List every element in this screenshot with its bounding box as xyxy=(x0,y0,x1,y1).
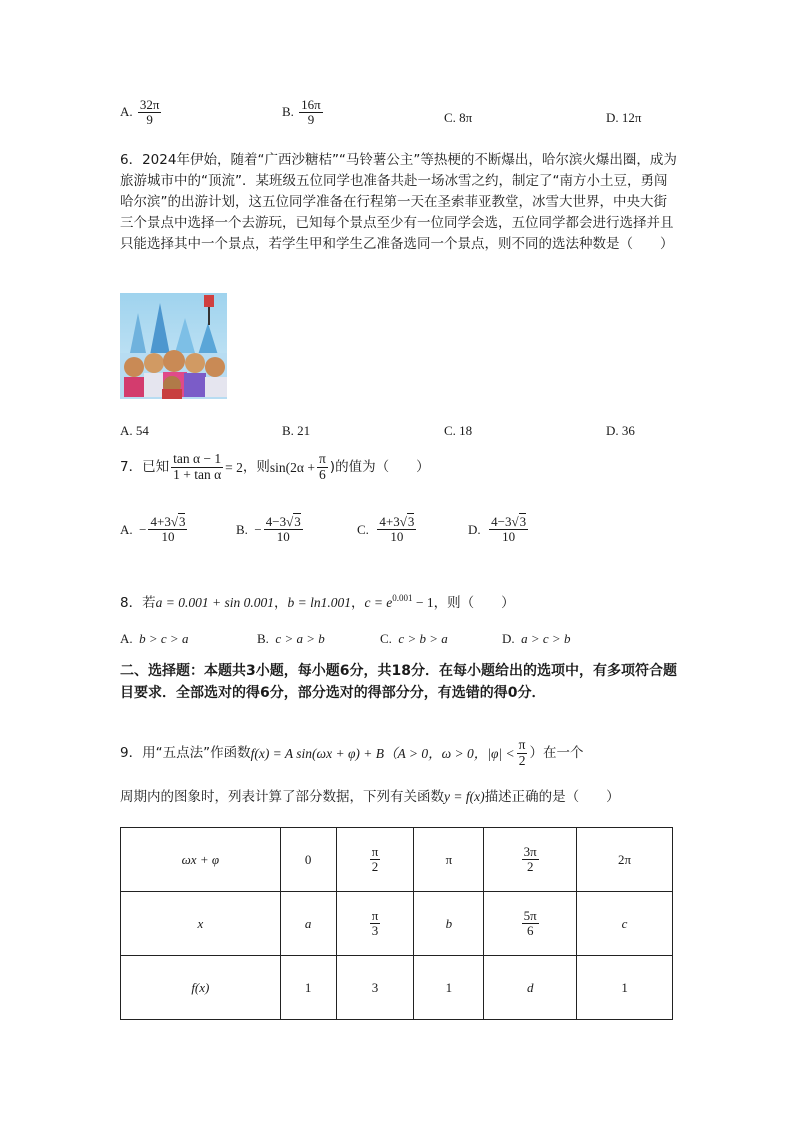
option-value: 8π xyxy=(459,110,473,125)
numerator: 3π xyxy=(523,843,537,859)
option-value: 36 xyxy=(621,423,635,438)
table-row-header: ωx + φ xyxy=(121,828,281,892)
q7-mid: ，则 xyxy=(242,458,270,475)
option-value: 12π xyxy=(621,110,642,125)
q9-prefix: 9．用“五点法”作函数 xyxy=(120,744,251,761)
table-cell: d xyxy=(484,956,577,1020)
q7-option-a xyxy=(120,515,189,545)
denominator: 6 xyxy=(319,466,326,482)
option-value: 54 xyxy=(135,423,149,438)
option-label: D. xyxy=(468,521,481,537)
table-row xyxy=(121,828,673,892)
option-value: b > c > a xyxy=(139,631,189,646)
denominator: 9 xyxy=(146,112,153,128)
table-cell: 1 xyxy=(280,956,336,1020)
question-7-text xyxy=(120,452,430,483)
option-fraction xyxy=(489,515,528,545)
q8-tail: ，则（ ） xyxy=(433,595,515,611)
q7-fraction xyxy=(171,452,223,483)
numerator-part: 4+3 xyxy=(150,514,171,529)
option-label: A. xyxy=(120,631,133,646)
photo-illustration xyxy=(120,293,227,399)
option-label: D. xyxy=(606,423,619,438)
table-cell: 1 xyxy=(414,956,484,1020)
q9-line2-prefix: 周期内的图象时，列表计算了部分数据，下列有关函数 xyxy=(120,789,444,805)
table-row-header: f(x) xyxy=(121,956,281,1020)
option-label: A. xyxy=(120,521,133,537)
numerator: 4+3√3 xyxy=(150,514,186,529)
numerator: π xyxy=(371,907,379,923)
table-row-header: x xyxy=(121,892,281,956)
q8-option-c xyxy=(380,631,448,647)
radicand: 3 xyxy=(294,514,301,529)
five-point-table xyxy=(120,827,673,1020)
radicand: 3 xyxy=(519,514,527,529)
cell-fraction xyxy=(522,845,539,875)
numerator: 4−3√3 xyxy=(265,514,301,529)
numerator-part: 4−3 xyxy=(265,514,287,529)
table-cell: c xyxy=(577,892,673,956)
radicand: 3 xyxy=(407,514,415,529)
question-6-text: 6．2024年伊始，随着“广西沙糖桔”“马铃薯公主”等热梗的不断爆出，哈尔滨火爆出圈，成为旅游城市中的“顶流”．某班级五位同学也准备共赴一场冰雪之约，制定了“南方小土豆，勇闯哈尔滨”的出游计划，这五位同学准备在行程第一天在圣索菲亚教堂，冰雪大世界，中央大街三个景点中选择一个去游玩，已知每个景点至少有一位同学会选，五位同学都会进行选择并且只能选择其中一个景点，若学生甲和学生乙准备选同一个景点，则不同的选法种数是（ ） xyxy=(120,152,677,252)
numerator: π xyxy=(318,451,326,466)
option-label: C. xyxy=(444,423,456,438)
q9-condition: （A > 0，ω > 0，|φ| < xyxy=(384,745,515,761)
cell-fraction xyxy=(370,845,381,875)
q6-option-d xyxy=(606,423,635,439)
harbin-snow-photo xyxy=(120,293,227,399)
q8-prefix: 8．若 xyxy=(120,595,156,611)
table-cell xyxy=(484,892,577,956)
option-label: D. xyxy=(606,110,619,125)
table-cell: 3 xyxy=(336,956,414,1020)
q7-option-b xyxy=(236,515,305,545)
table-cell: 2π xyxy=(577,828,673,892)
q8-c-exponent: 0.001 xyxy=(392,593,413,603)
q7-option-d xyxy=(468,515,530,545)
option-fraction xyxy=(148,515,187,545)
question-9-line-1 xyxy=(120,738,583,769)
option-label: B. xyxy=(236,521,248,537)
option-label: D. xyxy=(502,631,515,646)
q9-function: f(x) = A sin(ωx + φ) + B xyxy=(250,745,385,761)
q8-option-b xyxy=(257,631,325,647)
option-label: C. xyxy=(380,631,392,646)
table-cell: a xyxy=(280,892,336,956)
cell-fraction xyxy=(370,909,381,939)
option-label: A. xyxy=(120,103,133,119)
q7-equals: = 2 xyxy=(225,459,243,475)
q8-c-tail: − 1 xyxy=(412,595,434,610)
option-value: c > a > b xyxy=(275,631,325,646)
numerator: 32π xyxy=(139,97,160,112)
q5-option-d xyxy=(606,110,641,126)
q5-option-c xyxy=(444,110,472,126)
option-sign: − xyxy=(254,521,262,537)
q8-option-d xyxy=(502,631,570,647)
q5-option-a xyxy=(120,98,163,128)
q7-prefix: 7．已知 xyxy=(120,458,170,475)
numerator: 4+3√3 xyxy=(379,514,415,529)
q5-b-fraction xyxy=(299,98,323,128)
option-fraction xyxy=(377,515,416,545)
option-label: B. xyxy=(282,423,294,438)
q8-a-expression: a = 0.001 + sin 0.001 xyxy=(155,595,274,610)
numerator: π xyxy=(371,843,379,859)
q8-b-expression: b = ln1.001 xyxy=(287,595,351,610)
q7-pi-fraction xyxy=(317,452,328,483)
table-cell: 0 xyxy=(280,828,336,892)
q9-line1-tail: ）在一个 xyxy=(529,744,584,761)
denominator: 2 xyxy=(371,859,379,874)
numerator: tan α − 1 xyxy=(173,451,222,466)
numerator-part: 4+3 xyxy=(379,514,400,529)
denominator: 1 + tan α xyxy=(173,466,222,482)
table-cell xyxy=(336,828,414,892)
q9-condition-fraction xyxy=(517,738,528,769)
q5-a-fraction xyxy=(138,98,162,128)
numerator: 16π xyxy=(301,97,321,112)
table-cell: π xyxy=(414,828,484,892)
q8-c-base: c = e xyxy=(364,595,393,610)
section-2-heading: 二、选择题：本题共3小题，每小题6分，共18分．在每小题给出的选项中，有多项符合题目要求．全部选对的得6分，部分选对的得部分分，有选错的得0分． xyxy=(120,663,677,701)
numerator-part: 4−3 xyxy=(491,514,512,529)
question-8-text: 8．若a = 0.001 + sin 0.001，b = ln1.001，$c = e^{0.001} - 1$，则（ ） xyxy=(120,593,515,611)
option-value: 21 xyxy=(297,423,311,438)
table-cell xyxy=(484,828,577,892)
q7-option-c xyxy=(357,515,418,545)
radicand: 3 xyxy=(178,514,186,529)
q6-option-a xyxy=(120,423,149,439)
numerator: π xyxy=(518,737,526,752)
q6-option-b xyxy=(282,423,310,439)
denominator: 10 xyxy=(390,529,404,545)
q7-expression: sin(2α + xyxy=(269,459,315,475)
denominator: 6 xyxy=(526,923,534,938)
denominator: 10 xyxy=(276,529,290,545)
option-sign: − xyxy=(139,521,147,537)
denominator: 3 xyxy=(371,923,379,938)
question-9-line-2 xyxy=(120,786,620,808)
q6-option-c xyxy=(444,423,472,439)
q9-line2-function: y = f(x) xyxy=(444,789,485,804)
q8-option-a xyxy=(120,631,188,647)
table-row xyxy=(121,956,673,1020)
cell-fraction xyxy=(522,909,539,939)
option-value: c > b > a xyxy=(398,631,448,646)
table-cell xyxy=(336,892,414,956)
option-value: a > c > b xyxy=(521,631,571,646)
option-label: B. xyxy=(282,103,294,119)
denominator: 9 xyxy=(307,112,315,128)
denominator: 2 xyxy=(518,752,526,768)
q7-tail: )的值为（ ） xyxy=(329,458,430,475)
numerator: 5π xyxy=(523,907,537,923)
option-label: A. xyxy=(120,423,133,438)
option-fraction xyxy=(264,515,303,545)
q5-option-b xyxy=(282,98,325,128)
denominator: 2 xyxy=(526,859,534,874)
denominator: 10 xyxy=(502,529,516,545)
option-label: C. xyxy=(357,521,369,537)
numerator: 4−3√3 xyxy=(491,514,527,529)
option-value: 18 xyxy=(459,423,473,438)
denominator: 10 xyxy=(161,529,175,545)
option-label: B. xyxy=(257,631,269,646)
table-row xyxy=(121,892,673,956)
option-label: C. xyxy=(444,110,456,125)
table-cell: b xyxy=(414,892,484,956)
table-cell: 1 xyxy=(577,956,673,1020)
q9-line2-tail: 描述正确的是（ ） xyxy=(484,789,620,805)
